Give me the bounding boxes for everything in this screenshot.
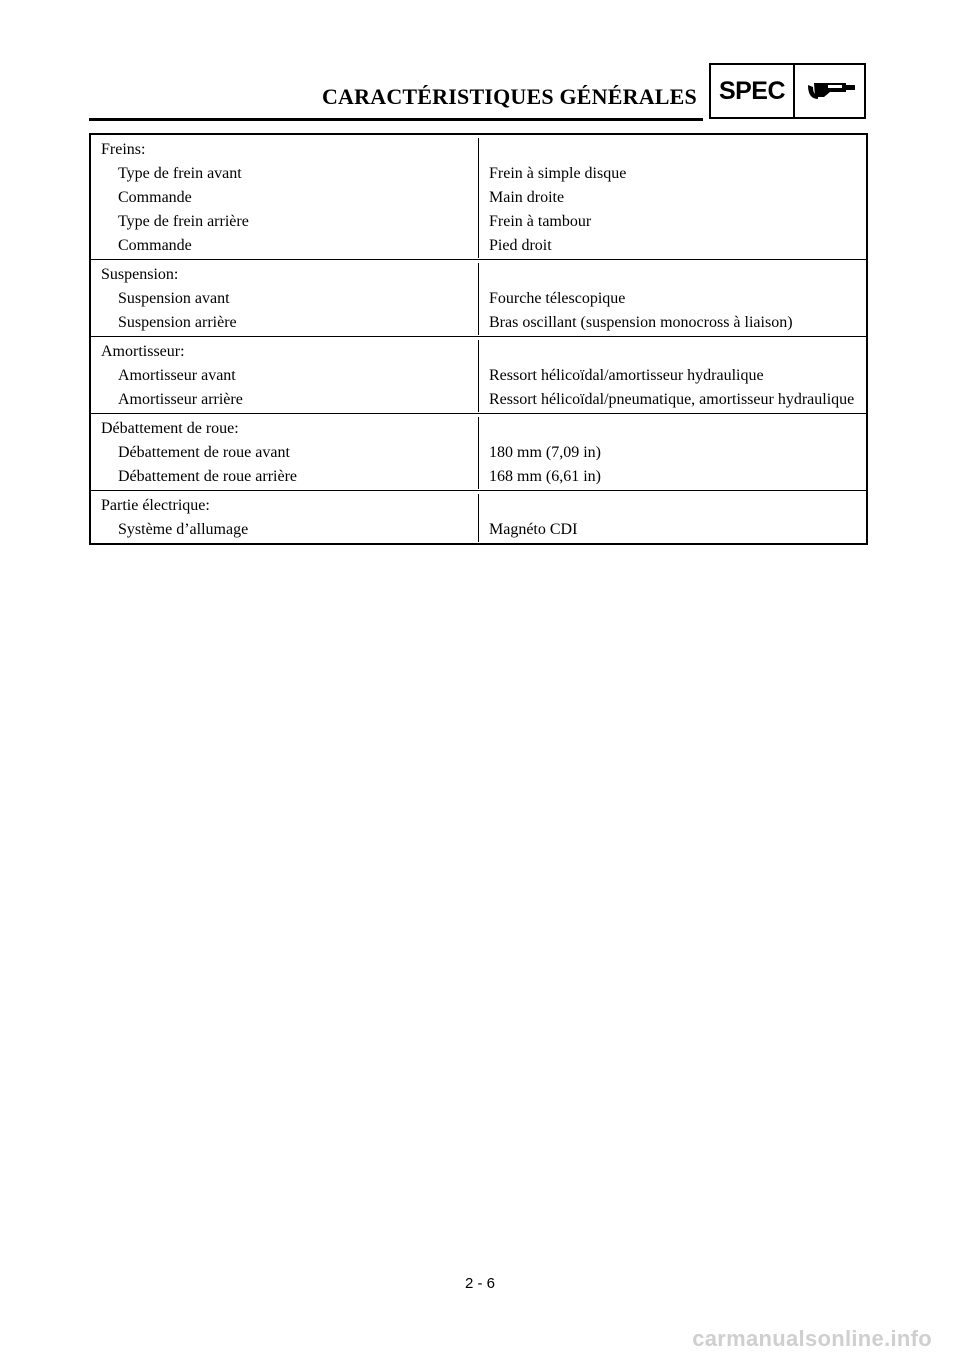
spec-row	[91, 311, 866, 335]
spec-section	[91, 259, 866, 336]
spec-badge	[709, 63, 866, 119]
spec-label: Type de frein arrière	[91, 210, 479, 234]
section-heading-value	[479, 417, 866, 441]
spec-label: Amortisseur arrière	[91, 388, 479, 412]
spec-section	[91, 336, 866, 413]
spec-value: Ressort hélicoïdal/amortisseur hydraulique	[489, 367, 764, 384]
spec-label: Suspension avant	[91, 287, 479, 311]
section-heading-row	[91, 417, 866, 441]
spec-value: Magnéto CDI	[489, 521, 578, 538]
spec-value: Frein à simple disque	[489, 165, 627, 182]
spec-row	[91, 518, 866, 542]
section-heading-row	[91, 138, 866, 162]
spec-row	[91, 186, 866, 210]
section-heading-value	[479, 494, 866, 518]
spec-row	[91, 210, 866, 234]
watermark: carmanualsonline.info	[692, 1326, 932, 1351]
section-heading: Débattement de roue:	[91, 417, 479, 441]
wrench-icon	[795, 65, 864, 117]
spec-table	[89, 133, 868, 545]
section-heading: Suspension:	[91, 263, 479, 287]
spec-value: 168 mm (6,61 in)	[489, 468, 601, 485]
spec-label: Type de frein avant	[91, 162, 479, 186]
spec-row	[91, 162, 866, 186]
spec-value: Main droite	[489, 189, 565, 206]
spec-label: Commande	[91, 186, 479, 210]
spec-label: SPEC	[711, 65, 795, 117]
spec-section	[91, 413, 866, 490]
spec-label: Système d’allumage	[91, 518, 479, 542]
spec-row	[91, 441, 866, 465]
spec-label: Commande	[91, 234, 479, 258]
spec-label: Débattement de roue arrière	[91, 465, 479, 489]
spec-section	[91, 135, 866, 259]
spec-row	[91, 388, 866, 412]
spec-row	[91, 465, 866, 489]
spec-value: 180 mm (7,09 in)	[489, 444, 601, 461]
section-heading-value	[479, 138, 866, 162]
spec-value: Pied droit	[489, 237, 552, 254]
spec-value: Bras oscillant (suspension monocross à liaison)	[489, 314, 793, 331]
spec-section	[91, 490, 866, 543]
spec-value: Ressort hélicoïdal/pneumatique, amortisseur hydraulique	[489, 391, 855, 408]
section-heading-value	[479, 263, 866, 287]
section-heading-row	[91, 494, 866, 518]
section-heading: Partie électrique:	[91, 494, 479, 518]
spec-row	[91, 364, 866, 388]
spec-row	[91, 234, 866, 258]
section-heading-row	[91, 263, 866, 287]
section-heading-row	[91, 340, 866, 364]
section-heading: Freins:	[91, 138, 479, 162]
page-number: 2 - 6	[464, 1275, 495, 1292]
spec-label: Suspension arrière	[91, 311, 479, 335]
section-heading: Amortisseur:	[91, 340, 479, 364]
section-heading-value	[479, 340, 866, 364]
header-rule	[89, 118, 703, 121]
spec-value: Frein à tambour	[489, 213, 592, 230]
spec-label: Amortisseur avant	[91, 364, 479, 388]
spec-label: Débattement de roue avant	[91, 441, 479, 465]
spec-row	[91, 287, 866, 311]
spec-value: Fourche télescopique	[489, 290, 626, 307]
page-title: CARACTÉRISTIQUES GÉNÉRALES	[321, 84, 697, 109]
